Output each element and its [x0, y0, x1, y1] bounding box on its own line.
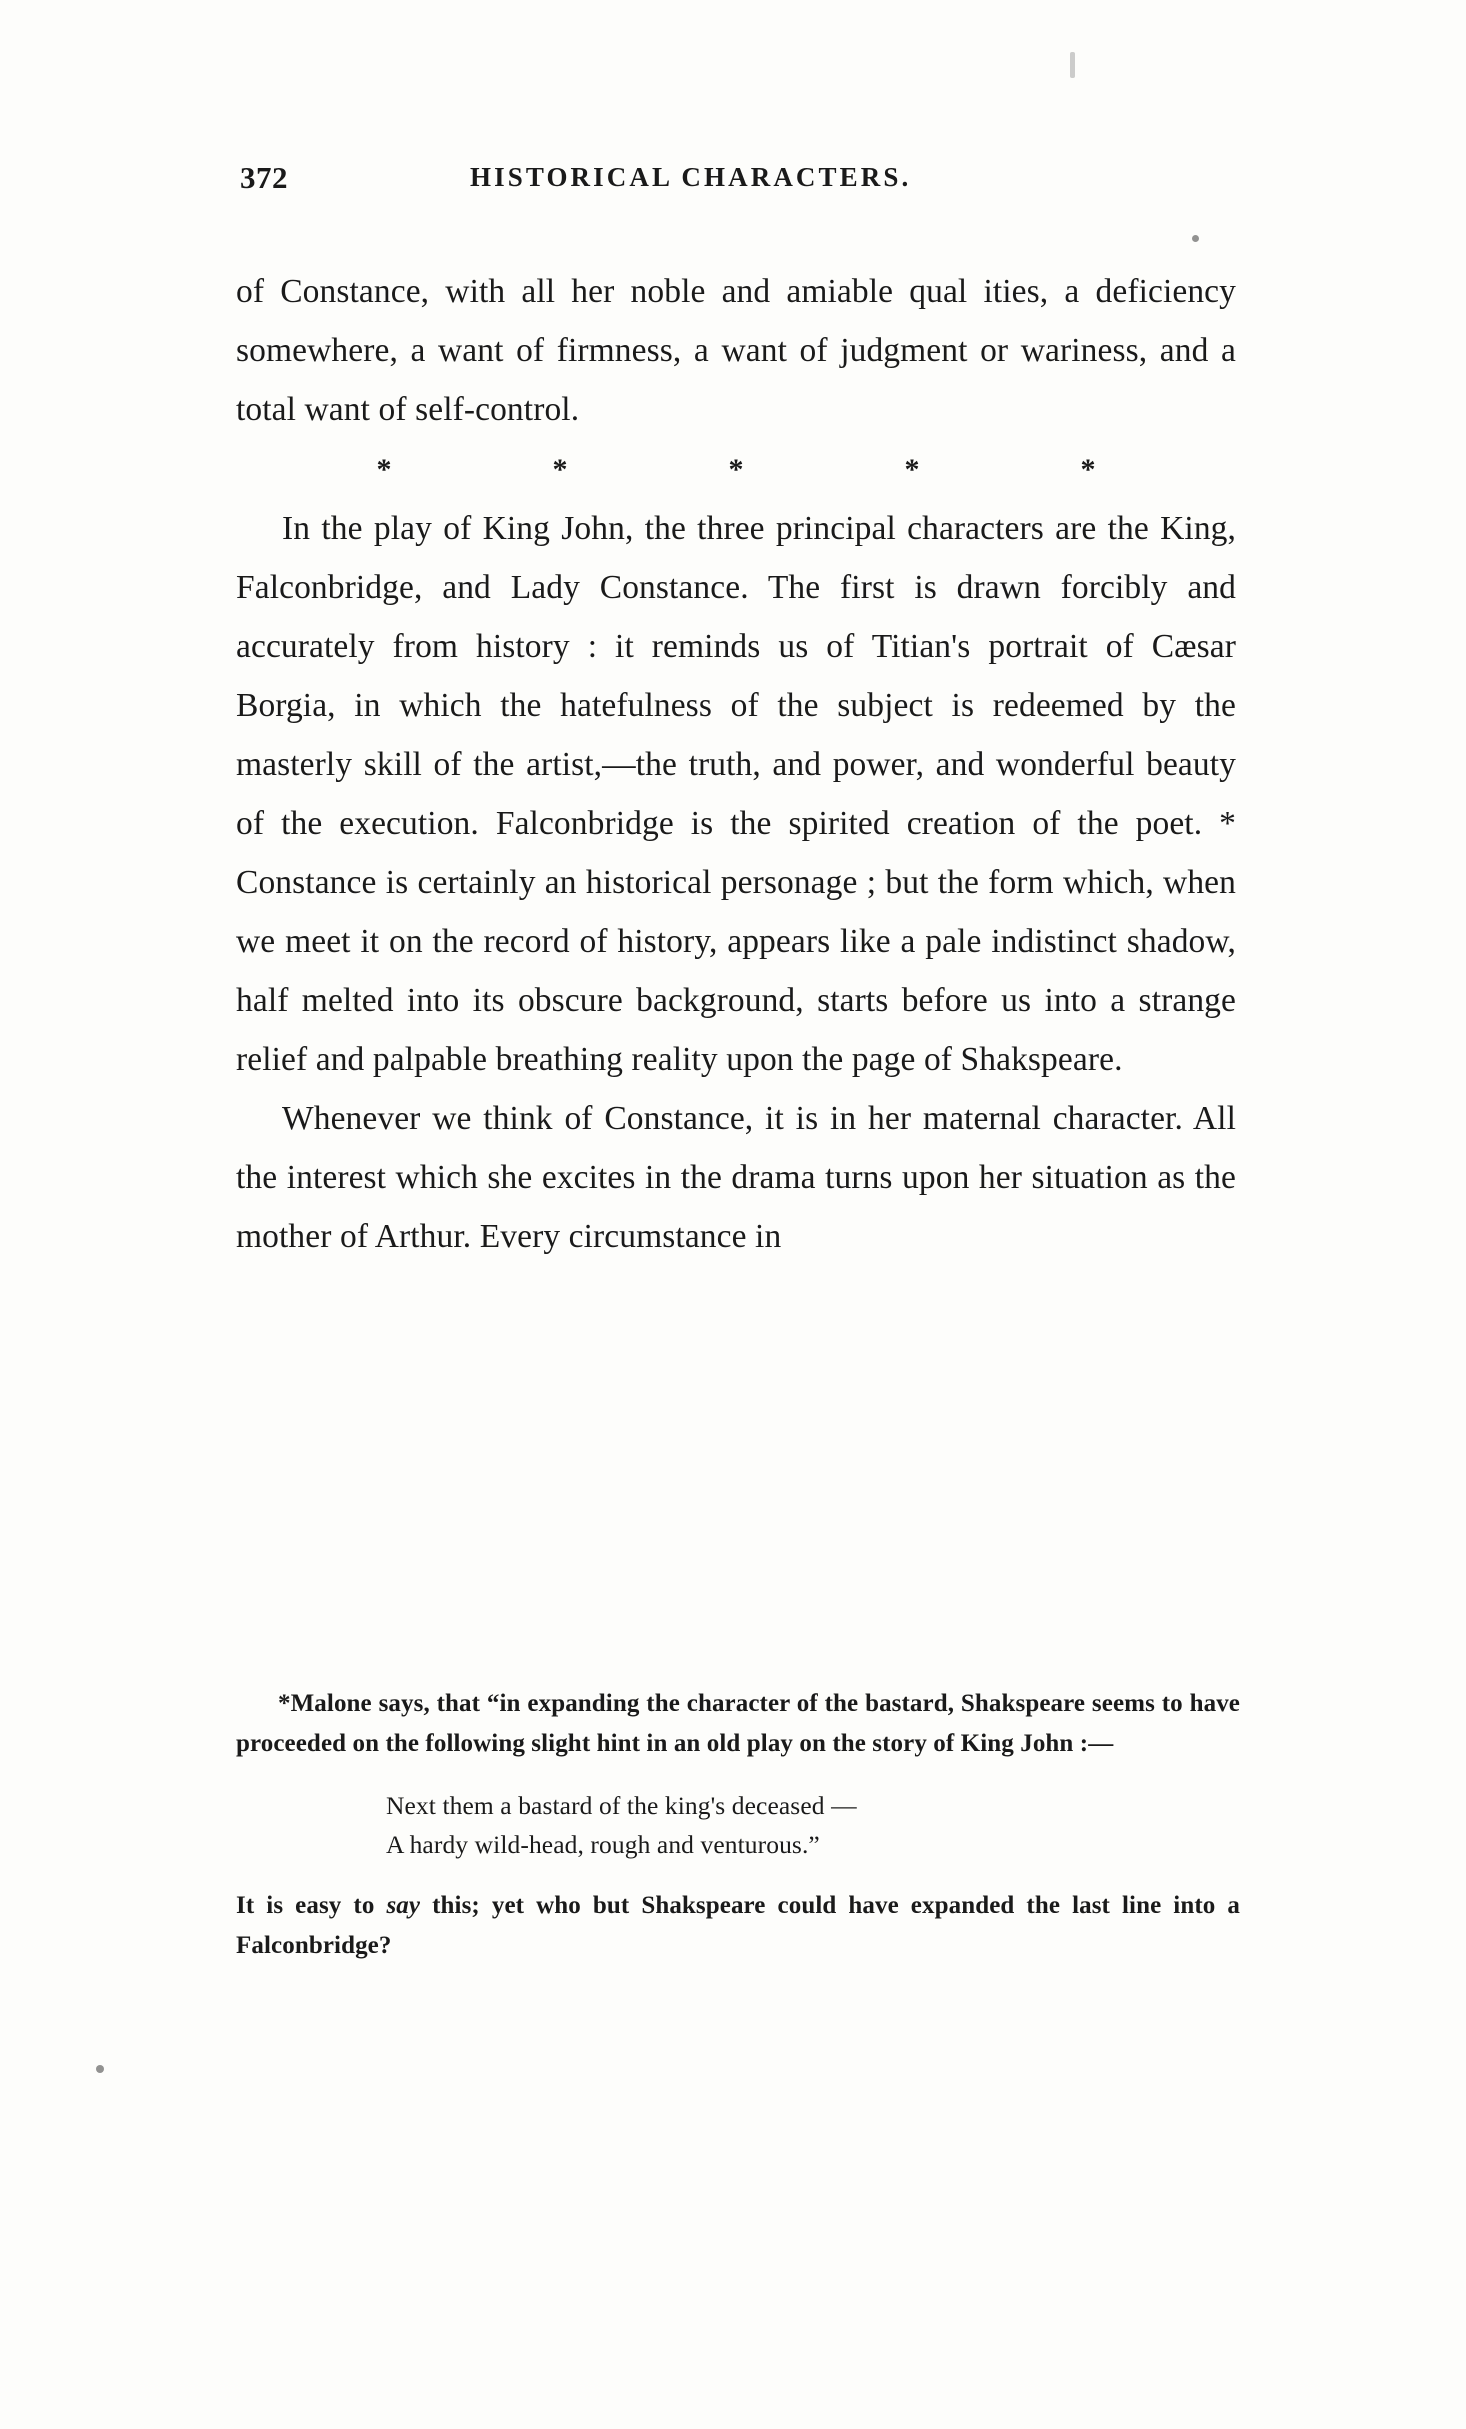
- verse-line: Next them a bastard of the king's deceased —: [386, 1791, 857, 1820]
- scan-speck: [1070, 52, 1075, 78]
- verse-line: A hardy wild-head, rough and venturous.”: [386, 1830, 820, 1859]
- scan-speck: [1192, 235, 1199, 242]
- paragraph: In the play of King John, the three principal characters are the King, Falconbridge, and Lady Constance. The first is drawn forcibly and accurately from history : it reminds us of Titian's portrait of Cæsar Borgia, in which the hatefulness of the subject is redeemed by the masterly skill of the artist,—the truth, and power, and wonderful beauty of the execution. Falconbridge is the spirited creation of the poet. * Constance is certainly an historical personage ; but the form which, when we meet it on the record of history, appears like a pale indistinct shadow, half melted into its obscure background, starts before us into a strange relief and palpable breathing reality upon the page of Shakspeare.: [236, 510, 1236, 1078]
- body-text: [236, 262, 1236, 1266]
- separator-asterisk: *: [1080, 453, 1096, 486]
- footnote-first-text: Malone says, that “in expanding the character of the bastard, Shakspeare seems to have proceeded on the following slight hint in an old play on the story of King John :—: [236, 1690, 1240, 1757]
- footnote-closing-pre: It is easy to: [236, 1892, 387, 1919]
- footnote-block: [236, 1684, 1240, 1966]
- footnote-marker: *: [278, 1690, 291, 1717]
- page-header: [240, 160, 1240, 204]
- page-number: 372: [240, 160, 288, 195]
- footnote-closing: [236, 1886, 1240, 1966]
- separator-asterisk: *: [552, 453, 568, 486]
- section-separator: [236, 447, 1236, 493]
- separator-asterisk: *: [728, 453, 744, 486]
- footnote-closing-italic: say: [386, 1892, 421, 1919]
- paragraph: of Constance, with all her noble and amiable qual ities, a deficiency somewhere, a want of firmness, a want of judgment or wariness, and a total want of self-control.: [236, 273, 1236, 428]
- running-head: HISTORICAL CHARACTERS.: [470, 162, 912, 192]
- separator-asterisk: *: [904, 453, 920, 486]
- footnote-verse: [236, 1786, 1240, 1864]
- footnote-closing-post: this; yet who but Shakspeare could have expanded the last line into a Falconbridge?: [236, 1892, 1240, 1959]
- separator-asterisk: *: [376, 453, 392, 486]
- paragraph: Whenever we think of Constance, it is in her maternal character. All the interest which she excites in the drama turns upon her situation as the mother of Arthur. Every circumstance in: [236, 1100, 1236, 1255]
- footnote-text: [236, 1684, 1240, 1764]
- scan-speck: [96, 2065, 104, 2073]
